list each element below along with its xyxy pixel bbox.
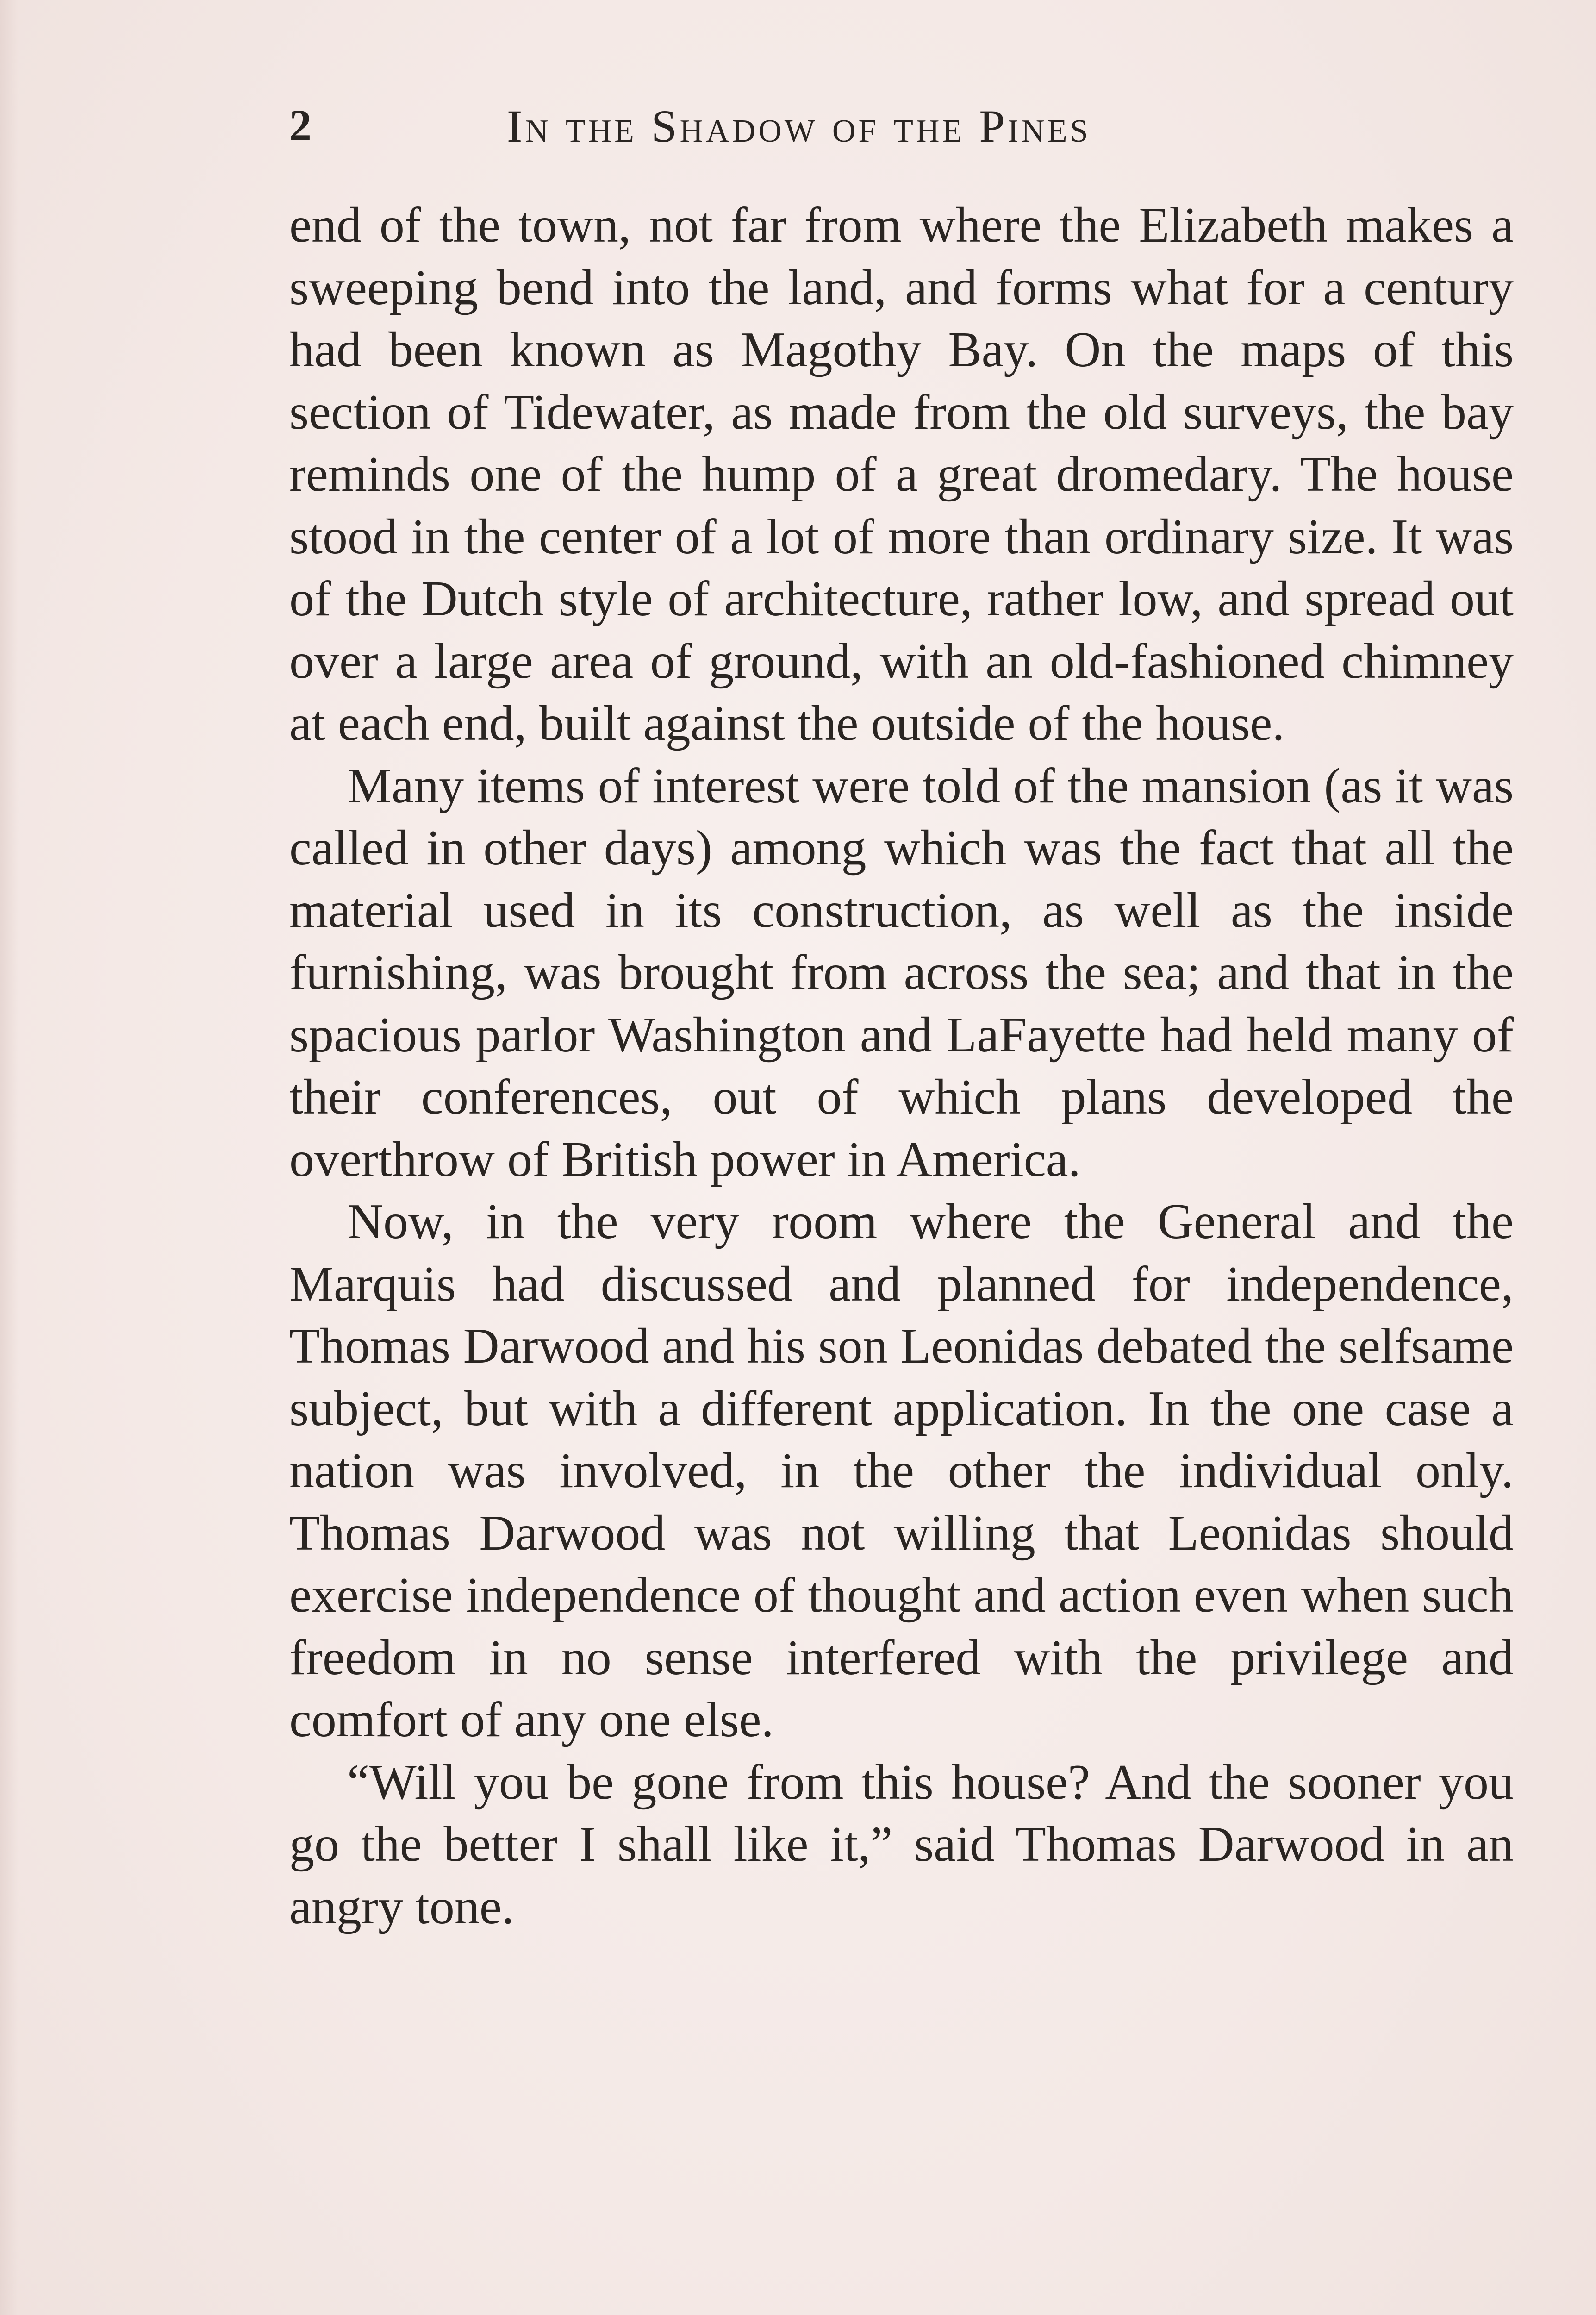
paragraph-1: end of the town, not far from where the Elizabeth makes a sweeping bend into the land, and forms what for a century had been known as Magothy Bay. On the maps of this section of Tidewater, as made from the old surveys, the bay reminds one of the hump of a great dromedary. The house stood in the center of a lot of more than ordinary size. It was of the Dutch style of architecture, rather low, and spread out over a large area of ground, with an old-fashioned chimney at each end, built against the outside of the house. [289,198,1514,751]
paragraph-2: Many items of interest were told of the mansion (as it was called in other days) among which was the fact that all the material used in its construction, as well as the inside furnishing, was brought from across the sea; and that in the spacious parlor Washington and LaFayette had held many of their conferences, out of which plans developed the overthrow of British power in America. [289,758,1514,1187]
paragraph-4: “Will you be gone from this house? And the sooner you go the better I shall like it,” said Thomas Darwood in an angry tone. [289,1754,1514,1934]
body-text [289,194,1514,1938]
paragraph-3: Now, in the very room where the General and the Marquis had discussed and planned for independence, Thomas Darwood and his son Leonidas debated the selfsame subject, but with a different application. In the one case a nation was involved, in the other the individual only. Thomas Darwood was not willing that Leonidas should exercise independence of thought and action even when such freedom in no sense interfered with the privilege and comfort of any one else. [289,1194,1514,1747]
running-head [289,100,1511,169]
page-edge-shadow [0,0,19,2315]
page-number: 2 [289,100,312,150]
running-title: In the Shadow of the Pines [507,100,1091,152]
